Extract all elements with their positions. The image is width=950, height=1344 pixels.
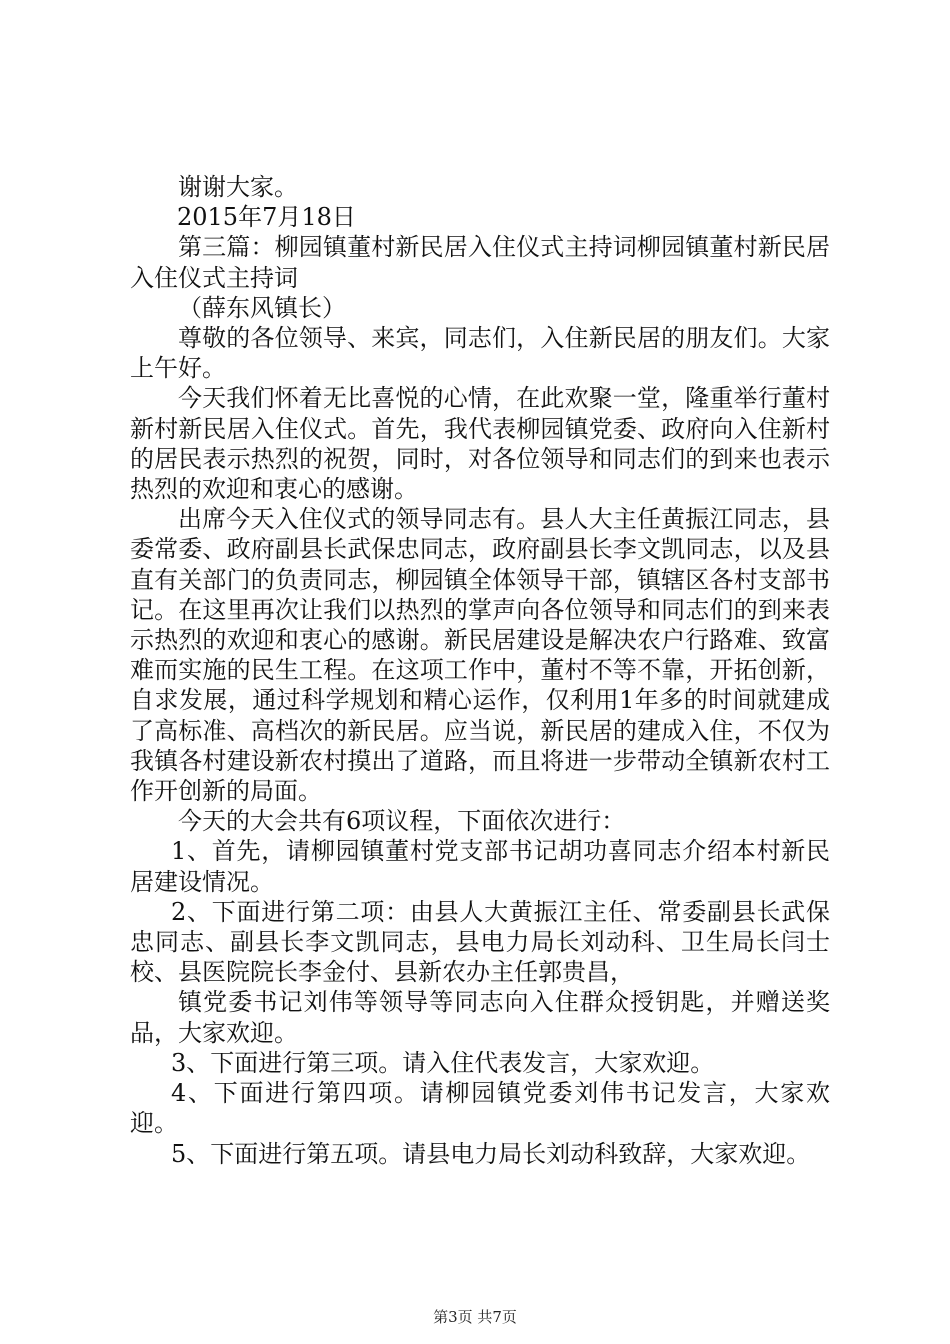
paragraph-agenda-intro: 今天的大会共有6项议程，下面依次进行： (178, 807, 626, 836)
document-body (130, 172, 830, 1169)
paragraph-greeting: 尊敬的各位领导、来宾，同志们，入住新民居的朋友们。大家上午好。 (130, 324, 830, 383)
agenda-item-5: 5、下面进行第五项。请县电力局长刘动科致辞，大家欢迎。 (171, 1139, 811, 1168)
agenda-item-1: 1、首先，请柳园镇董村党支部书记胡功喜同志介绍本村新民居建设情况。 (130, 837, 830, 896)
speaker-line: （薛东风镇长） (178, 293, 346, 322)
agenda-item-2-continued: 镇党委书记刘伟等领导等同志向入住群众授钥匙，并赠送奖品，大家欢迎。 (130, 988, 830, 1047)
date-line: 2015年7月18日 (177, 203, 356, 232)
agenda-item-2: 2、下面进行第二项：由县人大黄振江主任、常委副县长武保忠同志、副县长李文凯同志，县电力局长刘动科、卫生局长闫士校、县医院院长李金付、县新农办主任郭贵昌， (130, 897, 830, 987)
agenda-item-4: 4、下面进行第四项。请柳园镇党委刘伟书记发言，大家欢迎。 (130, 1079, 830, 1138)
paragraph-attendees: 出席今天入住仪式的领导同志有。县人大主任黄振江同志，县委常委、政府副县长武保忠同志，政府副县长李文凯同志，以及县直有关部门的负责同志，柳园镇全体领导干部，镇辖区各村支部书记。在这里再次让我们以热烈的掌声向各位领导和同志们的到来表示热烈的欢迎和衷心的感谢。新民居建设是解决农户行路难、致富难而实施的民生工程。在这项工作中，董村不等不靠，开拓创新，自求发展，通过科学规划和精心运作，仅利用1年多的时间就建成了高标准、高档次的新民居。应当说，新民居的建成入住，不仅为我镇各村建设新农村摸出了道路，而且将进一步带动全镇新农村工作开创新的局面。 (130, 505, 830, 806)
page-footer: 第3页 共7页 (433, 1308, 517, 1326)
paragraph-opening: 今天我们怀着无比喜悦的心情，在此欢聚一堂，隆重举行董村新村新民居入住仪式。首先，我代表柳园镇党委、政府向入住新村的居民表示热烈的祝贺，同时，对各位领导和同志们的到来也表示热烈的欢迎和衷心的感谢。 (130, 384, 830, 504)
section-title: 第三篇：柳园镇董村新民居入住仪式主持词柳园镇董村新民居入住仪式主持词 (130, 233, 830, 292)
closing-thanks: 谢谢大家。 (178, 173, 298, 201)
agenda-item-3: 3、下面进行第三项。请入住代表发言，大家欢迎。 (171, 1048, 715, 1077)
